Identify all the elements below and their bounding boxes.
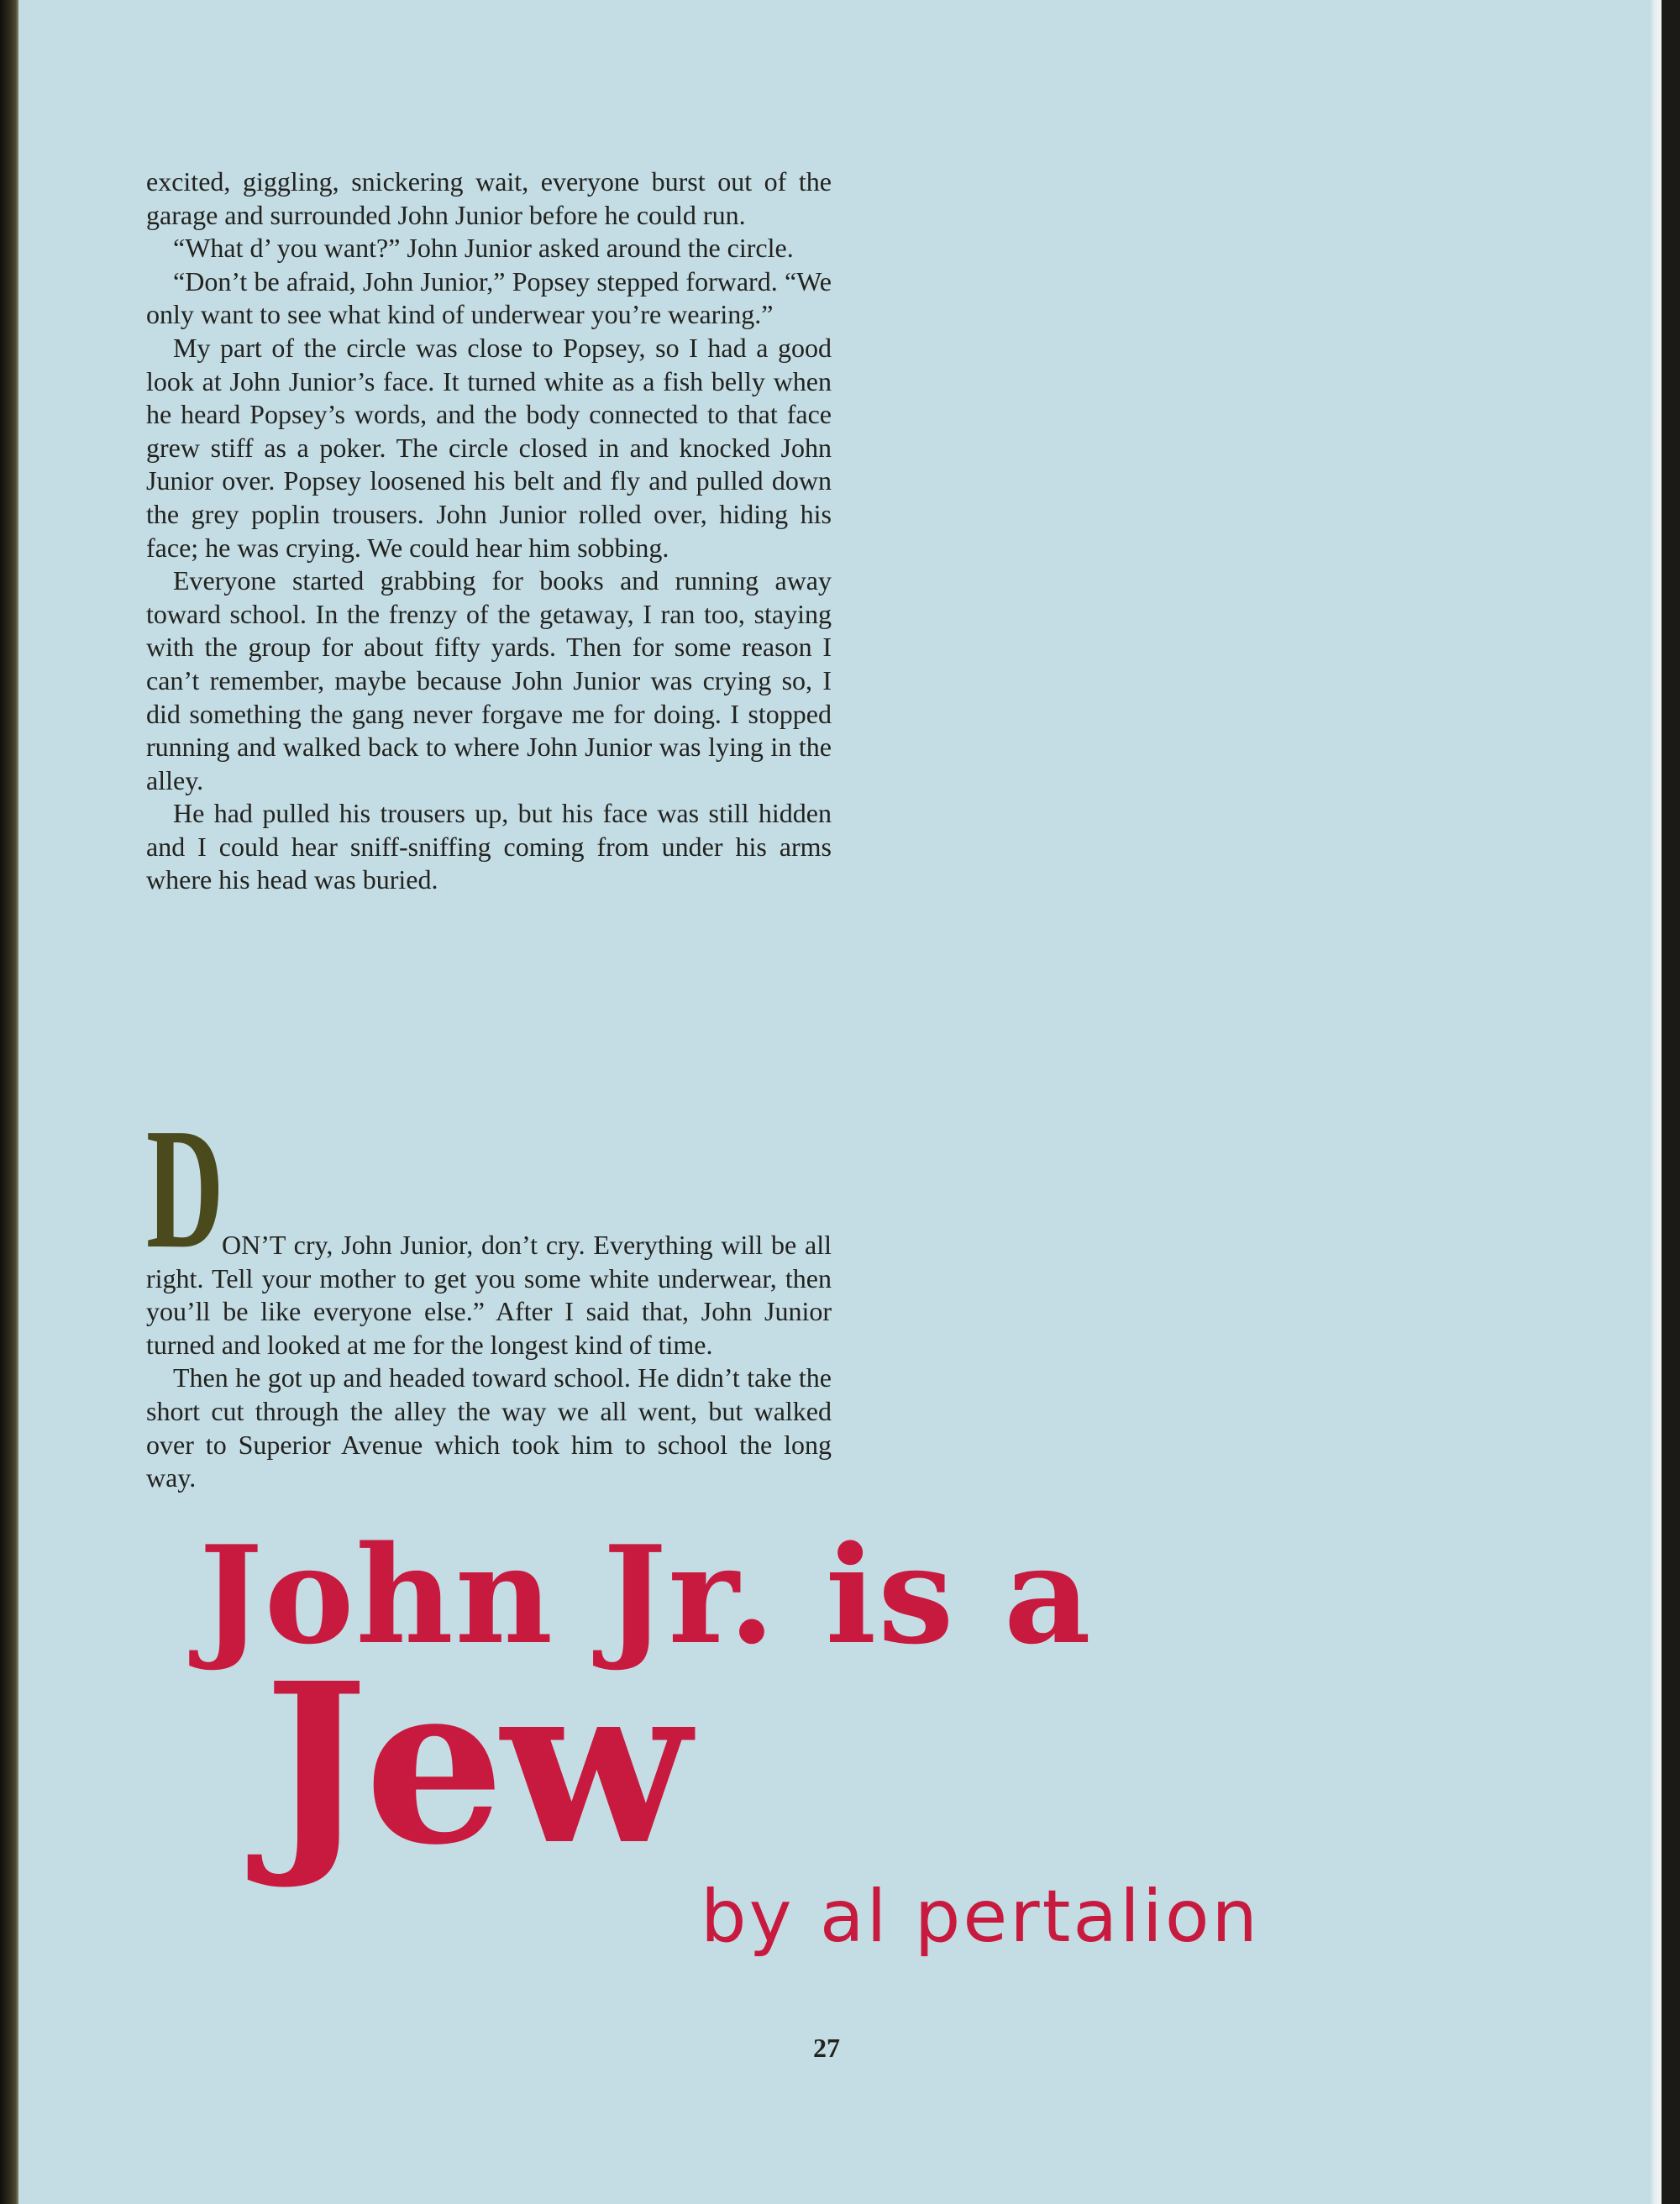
page-number: 27	[813, 2033, 840, 2063]
magazine-page	[18, 0, 1662, 2204]
paragraph: My part of the circle was close to Popsey, so I had a good look at John Junior’s face. It turned white as a fish belly when he heard Popsey’s words, and the body connected to that face grew stiff as a poker. The circle closed in and knocked John Junior over. Popsey loosened his belt and fly and pulled down the grey poplin trousers. John Junior rolled over, hiding his face; he was crying. We could hear him sobbing.	[146, 332, 832, 563]
paragraph: “Don’t be afraid, John Junior,” Popsey stepped forward. “We only want to see what kind of underwear you’re wearing.”	[146, 265, 832, 330]
author-byline: by al pertalion	[701, 1875, 1260, 1959]
article-column-top	[146, 165, 832, 897]
paragraph: ON’T cry, John Junior, don’t cry. Everything will be all right. Tell your mother to get you some white underwear, then you’ll be like everyone else.” After I said that, John Junior turned and looked at me for the longest kind of time.	[146, 1230, 832, 1360]
binding-spine	[0, 0, 18, 2204]
paragraph: Everyone started grabbing for books and running away toward school. In the frenzy of the getaway, I ran too, staying with the group for about fifty yards. Then for some reason I can’t remember, maybe because John Junior was crying so, I did something the gang never forgave me for doing. I stopped running and walked back to where John Junior was lying in the alley.	[146, 565, 832, 795]
paragraph: Then he got up and headed toward school. He didn’t take the short cut through the alley the way we all went, but walked over to Superior Avenue which took him to school the long way.	[146, 1362, 832, 1493]
article-title-line2: Jew	[264, 1635, 688, 1893]
paragraph: He had pulled his trousers up, but his face was still hidden and I could hear sniff-sniffing coming from under his arms where his head was buried.	[146, 798, 832, 895]
page-edge	[1650, 0, 1662, 2204]
paragraph: excited, giggling, snickering wait, everyone burst out of the garage and surrounded John Junior before he could run.	[146, 166, 832, 230]
paragraph: “What d’ you want?” John Junior asked around the circle.	[173, 233, 794, 264]
article-column-bottom	[146, 1229, 832, 1495]
article-title-line1: John Jr. is a	[199, 1516, 1093, 1674]
drop-cap: D	[146, 1092, 224, 1284]
